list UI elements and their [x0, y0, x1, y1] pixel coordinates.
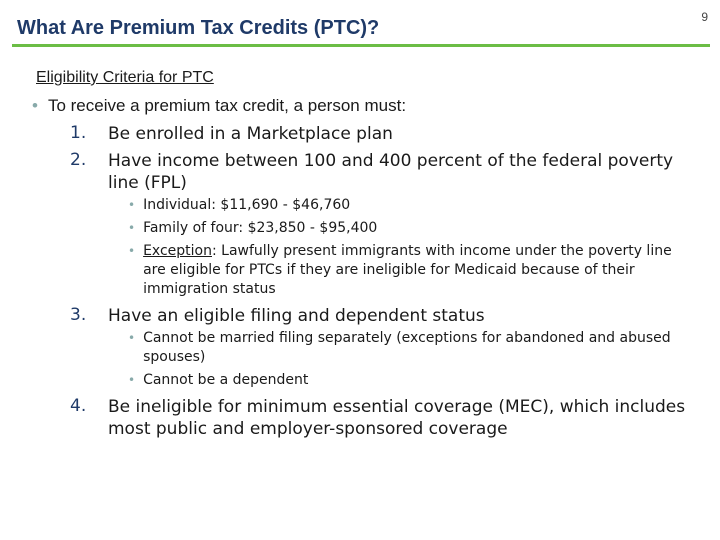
bullet-icon: • — [128, 244, 136, 258]
item-number: 4. — [70, 396, 87, 416]
sub-bullet-text: Cannot be a dependent — [143, 372, 309, 388]
list-item: Be ineligible for minimum essential coverage (MEC), which includes most public and employer-sponsored coverage — [108, 397, 686, 439]
list-item: Have income between 100 and 400 percent of the federal poverty line (FPL) — [108, 151, 674, 193]
sub-bullet — [128, 329, 693, 367]
bullet-icon: • — [32, 96, 38, 115]
item-number: 1. — [70, 123, 87, 143]
exception-text: : Lawfully present immigrants with income under the poverty line are eligible for PTCs if they are ineligible for Medicaid because of their immigration status — [143, 243, 672, 297]
sub-bullet-text: Individual: $11,690 - $46,760 — [143, 197, 351, 213]
bullet-icon: • — [128, 373, 136, 387]
sub-bullet — [128, 219, 693, 238]
sub-bullet-text — [143, 242, 693, 299]
list-item: Have an eligible filing and dependent status — [108, 306, 485, 326]
page-number: 9 — [701, 10, 708, 24]
bullet-icon: • — [128, 221, 136, 235]
title-divider — [12, 44, 710, 47]
slide-title: What Are Premium Tax Credits (PTC)? — [17, 17, 380, 39]
section-subheading: Eligibility Criteria for PTC — [36, 69, 214, 86]
bullet-icon: • — [128, 331, 136, 345]
list-item: Be enrolled in a Marketplace plan — [108, 124, 393, 144]
sub-bullet — [128, 371, 693, 390]
item-number: 3. — [70, 305, 87, 325]
sub-bullet-text: Cannot be married filing separately (exceptions for abandoned and abused spouses) — [143, 330, 671, 365]
sub-bullet-text: Family of four: $23,850 - $95,400 — [143, 220, 378, 236]
lead-text: To receive a premium tax credit, a person must: — [47, 96, 407, 115]
sub-bullet — [128, 242, 693, 299]
bullet-icon: • — [128, 198, 136, 212]
lead-bullet — [32, 96, 692, 116]
exception-label: Exception — [143, 243, 212, 259]
item-number: 2. — [70, 150, 87, 170]
sub-bullet — [128, 196, 693, 215]
